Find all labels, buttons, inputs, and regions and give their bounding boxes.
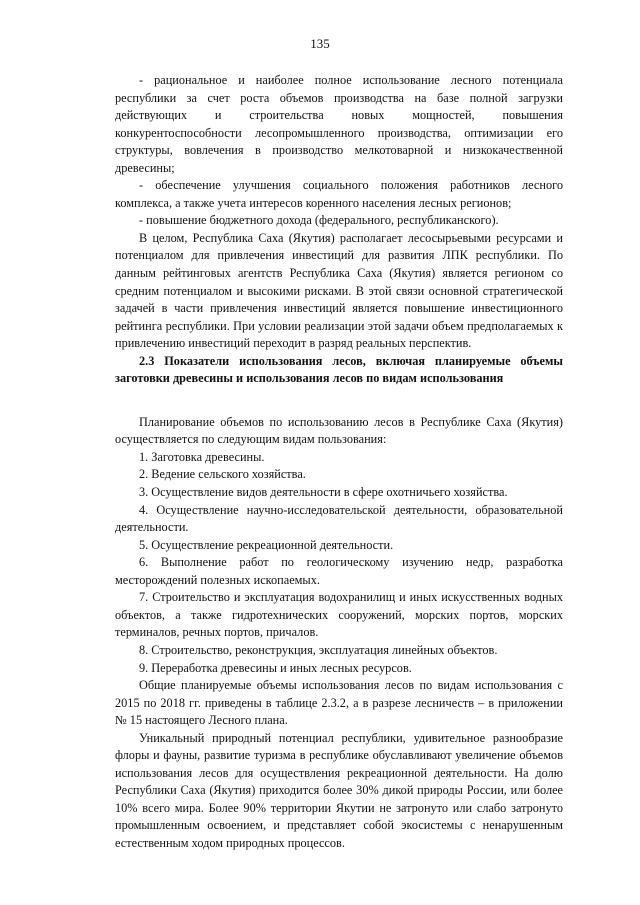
document-body bbox=[115, 72, 563, 853]
page-number: 135 bbox=[310, 36, 330, 51]
paragraph-rational-use: - рациональное и наиболее полное использование лесного потенциала республики за счет роста объемов производства на базе полной загрузки действующих и строительства новых мощностей, повышения конкурентоспособности лесопромышленного производства, оптимизации его структуры, вовлечения в производство мелкотоварной и низкокачественной древесины; bbox=[115, 73, 563, 175]
paragraph-budget-income: - повышение бюджетного дохода (федерального, республиканского). bbox=[139, 213, 499, 228]
paragraph-planning-intro: Планирование объемов по использованию лесов в Республике Саха (Якутия) осуществляется по следующим видам пользования: bbox=[115, 414, 563, 447]
list-item-6: 6. Выполнение работ по геологическому изучению недр, разработка месторождений полезных ископаемых. bbox=[115, 555, 563, 587]
list-item-3: 3. Осуществление видов деятельности в сфере охотничьего хозяйства. bbox=[139, 485, 508, 500]
list-item-1: 1. Заготовка древесины. bbox=[139, 449, 265, 464]
list-item-9: 9. Переработка древесины и иных лесных ресурсов. bbox=[139, 660, 412, 675]
paragraph-investment-summary: В целом, Республика Саха (Якутия) располагает лесосырьевыми ресурсами и потенциалом для привлечения инвестиций для развития ЛПК республики. По данным рейтинговых агентств Республика Саха (Якутия) является регионом со средним потенциалом и высокими рисками. В этой связи основной стратегической задачей в части привлечения инвестиций является повышение инвестиционного рейтинга республики. При условии реализации этой задачи объем предполагаемых к привлечению инвестиций переходит в разряд реальных перспектив. bbox=[115, 230, 563, 351]
paragraph-natural-potential: Уникальный природный потенциал республики, удивительное разнообразие флоры и фауны, развитие туризма в республике обуславливают увеличение объемов использования лесов для осуществления рекреационной деятельности. На долю Республики Саха (Якутия) приходится более 30% дикой природы России, или более 10% всего мира. Более 90% территории Якутии не затронуто или слабо затронуто промышленным освоением, и представляет собой экосистемы с ненарушенным естественным ходом природных процессов. bbox=[115, 730, 563, 850]
list-item-4: 4. Осуществление научно-исследовательской деятельности, образовательной деятельности. bbox=[115, 502, 563, 535]
list-item-2: 2. Ведение сельского хозяйства. bbox=[139, 467, 306, 482]
paragraph-planned-volumes: Общие планируемые объемы использования лесов по видам использования с 2015 по 2018 гг. приведены в таблице 2.3.2, а в разрезе лесничеств – в приложении № 15 настоящего Лесного плана. bbox=[115, 678, 563, 728]
list-item-7: 7. Строительство и эксплуатация водохранилищ и иных искусственных водных объектов, а также гидротехнических сооружений, морских портов, морских терминалов, речных портов, причалов. bbox=[115, 590, 563, 640]
section-heading: 2.3 Показатели использования лесов, включая планируемые объемы заготовки древесины и использования лесов по видам использования bbox=[115, 353, 563, 386]
list-item-5: 5. Осуществление рекреационной деятельности. bbox=[139, 537, 394, 552]
paragraph-social-conditions: - обеспечение улучшения социального положения работников лесного комплекса, а также учета интересов коренного населения лесных регионов; bbox=[115, 178, 563, 210]
list-item-8: 8. Строительство, реконструкция, эксплуатация линейных объектов. bbox=[139, 642, 498, 657]
